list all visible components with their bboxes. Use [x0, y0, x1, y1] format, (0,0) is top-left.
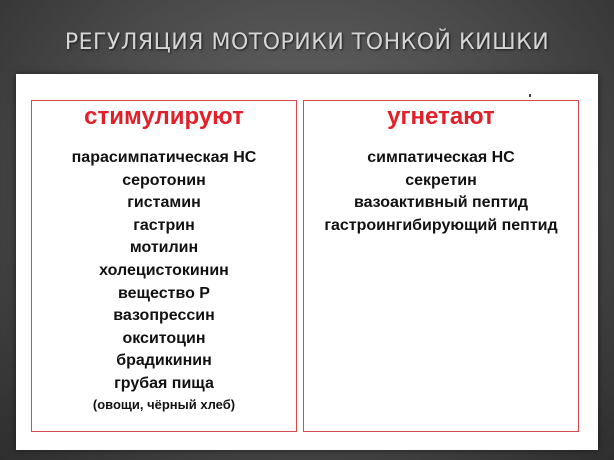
- list-item: гастроингибирующий пептид: [324, 216, 558, 234]
- stimulators-list: [32, 147, 296, 414]
- stimulators-box: [31, 100, 297, 432]
- list-item-note: (овощи, чёрный хлеб): [92, 396, 236, 412]
- list-item: секретин: [405, 171, 477, 189]
- slide-title: РЕГУЛЯЦИЯ МОТОРИКИ ТОНКОЙ КИШКИ: [64, 30, 550, 55]
- list-item: парасимпатическая НС: [71, 149, 257, 166]
- list-item: холецистокинин: [99, 261, 229, 279]
- list-item: вазоактивный пептид: [353, 194, 529, 212]
- list-item: вазопрессин: [113, 307, 215, 325]
- inhibitors-heading: угнетают: [387, 103, 495, 130]
- list-item: серотонин: [122, 171, 206, 189]
- list-item: грубая пища: [114, 374, 214, 392]
- list-item: окситоцин: [122, 329, 206, 347]
- decorative-mark: [529, 94, 531, 97]
- list-item: гастрин: [133, 216, 195, 234]
- stimulators-heading: стимулируют: [84, 103, 244, 130]
- list-item: брадикинин: [116, 352, 212, 370]
- content-panel: [16, 74, 598, 450]
- inhibitors-list: [304, 147, 578, 237]
- inhibitors-box: [303, 100, 579, 432]
- list-item: симпатическая НС: [367, 149, 515, 166]
- list-item: вещество Р: [118, 284, 210, 302]
- list-item: мотилин: [129, 239, 199, 257]
- list-item: гистамин: [127, 194, 201, 212]
